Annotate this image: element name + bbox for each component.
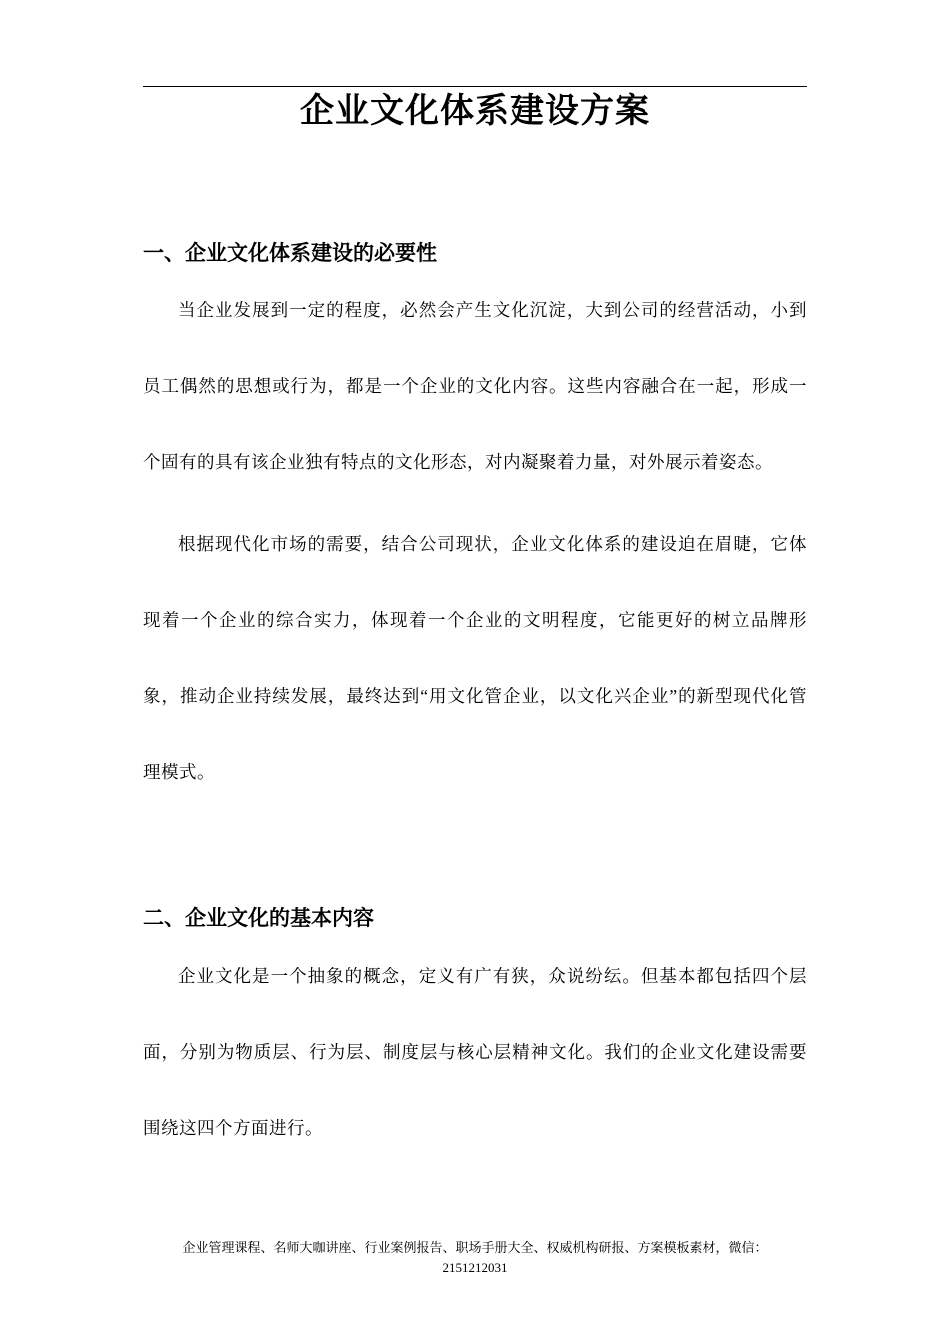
header-divider — [143, 86, 807, 87]
page-title: 企业文化体系建设方案 — [300, 92, 650, 130]
paragraph: 当企业发展到一定的程度，必然会产生文化沉淀，大到公司的经营活动，小到员工偶然的思想或行为，都是一个企业的文化内容。这些内容融合在一起，形成一个固有的具有该企业独有特点的文化形态，对内凝聚着力量，对外展示着姿态。 — [143, 300, 807, 473]
section-heading: 二、企业文化的基本内容 — [143, 907, 374, 931]
document-body — [0, 241, 950, 1165]
footer-wechat-number: 2151212031 — [442, 1260, 508, 1275]
paragraph: 根据现代化市场的需要，结合公司现状，企业文化体系的建设迫在眉睫，它体现着一个企业的综合实力，体现着一个企业的文明程度，它能更好的树立品牌形象，推动企业持续发展，最终达到“用文化管企业，以文化兴企业”的新型现代化管理模式。 — [143, 534, 807, 783]
section-heading: 一、企业文化体系建设的必要性 — [143, 242, 437, 266]
section-basic-content — [143, 906, 807, 1165]
page-footer — [0, 1238, 950, 1278]
paragraph: 企业文化是一个抽象的概念，定义有广有狭，众说纷纭。但基本都包括四个层面，分别为物质层、行为层、制度层与核心层精神文化。我们的企业文化建设需要围绕这四个方面进行。 — [143, 965, 807, 1138]
section-necessity — [143, 241, 807, 810]
footer-text: 企业管理课程、名师大咖讲座、行业案例报告、职场手册大全、权威机构研报、方案模板素材，微信： — [182, 1240, 768, 1255]
